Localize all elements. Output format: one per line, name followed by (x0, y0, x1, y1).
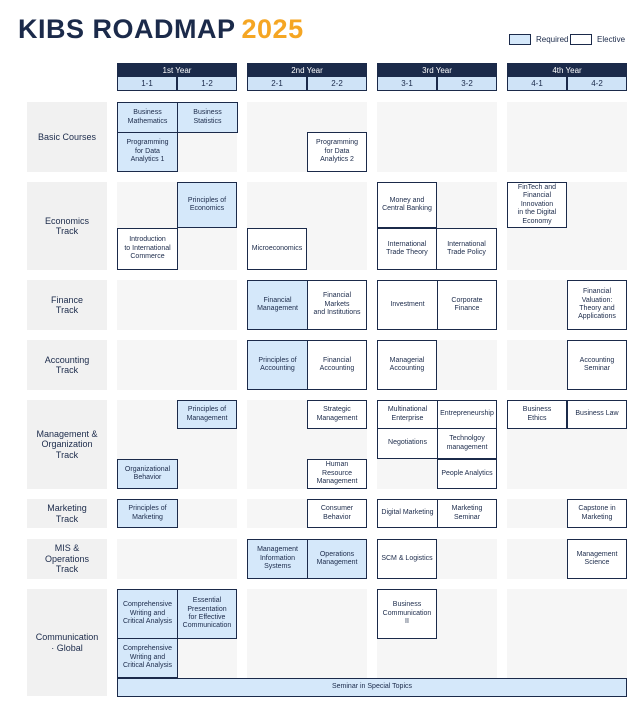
row-band (247, 589, 367, 678)
course-box[interactable]: Consumer Behavior (307, 499, 367, 528)
course-box[interactable]: Operations Management (307, 539, 367, 579)
course-box[interactable]: Management Science (567, 539, 627, 579)
semester-1-1: 1-1 (117, 77, 177, 91)
course-box[interactable]: Business Law (567, 400, 627, 429)
course-box[interactable]: Capstone in Marketing (567, 499, 627, 528)
course-box[interactable]: International Trade Policy (436, 228, 497, 270)
course-box[interactable]: Organizational Behavior (117, 459, 178, 489)
row-band (117, 340, 237, 390)
course-box-seminar[interactable]: Seminar in Special Topics (117, 678, 627, 697)
course-box[interactable]: SCM & Logistics (377, 539, 437, 579)
course-box[interactable]: Financial Markets and Institutions (307, 280, 367, 330)
track-label-marketing: Marketing Track (27, 499, 107, 528)
course-box[interactable]: Strategic Management (307, 400, 367, 429)
course-box[interactable]: Comprehensive Writing and Critical Analysis (117, 589, 178, 639)
year-header-1: 1st Year (117, 63, 237, 77)
semester-2-1: 2-1 (247, 77, 307, 91)
row-band (377, 102, 497, 172)
course-box[interactable]: Multinational Enterprise (377, 400, 438, 429)
course-box[interactable]: Business Communication II (377, 589, 437, 639)
legend-required-label: Required (536, 35, 569, 44)
year-header-2: 2nd Year (247, 63, 367, 77)
course-box[interactable]: Financial Valuation: Theory and Applications (567, 280, 627, 330)
course-box[interactable]: Financial Accounting (307, 340, 367, 390)
course-box[interactable]: Programming for Data Analytics 1 (117, 132, 178, 172)
course-box[interactable]: Principles of Management (177, 400, 237, 429)
course-box[interactable]: Marketing Seminar (437, 499, 497, 528)
track-label-economics: Economics Track (27, 182, 107, 270)
course-box[interactable]: Essential Presentation for Effective Communication (177, 589, 237, 639)
course-box[interactable]: Principles of Accounting (247, 340, 308, 390)
row-band (117, 539, 237, 579)
course-box[interactable]: Digital Marketing (377, 499, 438, 528)
course-box[interactable]: Business Ethics (507, 400, 567, 429)
semester-4-2: 4-2 (567, 77, 627, 91)
course-box[interactable]: Investment (377, 280, 438, 330)
course-box[interactable]: Principles of Marketing (117, 499, 178, 528)
course-box[interactable]: Human Resource Management (307, 459, 367, 489)
page-title (18, 14, 304, 45)
course-box[interactable]: Accounting Seminar (567, 340, 627, 390)
title-main: KIBS ROADMAP (18, 14, 236, 44)
title-year: 2025 (241, 14, 304, 44)
semester-4-1: 4-1 (507, 77, 567, 91)
legend-elective-label: Elective (597, 35, 626, 44)
course-box[interactable]: Principles of Economics (177, 182, 237, 228)
course-box[interactable]: FinTech and Financial Innovation in the Digital Economy (507, 182, 567, 228)
year-header-4: 4th Year (507, 63, 627, 77)
track-label-finance: Finance Track (27, 280, 107, 330)
course-box[interactable]: Introduction to International Commerce (117, 228, 178, 270)
track-label-mis-operations: MIS & Operations Track (27, 539, 107, 579)
course-box[interactable]: Corporate Finance (437, 280, 497, 330)
track-label-accounting: Accounting Track (27, 340, 107, 390)
course-box[interactable]: Business Mathematics (117, 102, 178, 133)
course-box[interactable]: International Trade Theory (377, 228, 437, 270)
course-box[interactable]: Technolgoy management (437, 428, 497, 459)
legend-elective-swatch (570, 34, 592, 45)
course-box[interactable]: Negotiations (377, 428, 438, 459)
course-box[interactable]: People Analytics (437, 459, 497, 489)
row-band (507, 102, 627, 172)
semester-3-2: 3-2 (437, 77, 497, 91)
track-label-management: Management & Organization Track (27, 400, 107, 489)
semester-3-1: 3-1 (377, 77, 437, 91)
course-box[interactable]: Managerial Accounting (377, 340, 437, 390)
year-header-3: 3rd Year (377, 63, 497, 77)
course-box[interactable]: Entrepreneurship (437, 400, 497, 429)
course-box[interactable]: Financial Management (247, 280, 308, 330)
track-label-communication: Communication · Global (27, 589, 107, 696)
course-box[interactable]: Business Statistics (177, 102, 238, 133)
semester-1-2: 1-2 (177, 77, 237, 91)
course-box[interactable]: Comprehensive Writing and Critical Analysis (117, 638, 178, 678)
course-box[interactable]: Money and Central Banking (377, 182, 437, 228)
course-box[interactable]: Programming for Data Analytics 2 (307, 132, 367, 172)
semester-2-2: 2-2 (307, 77, 367, 91)
course-box[interactable]: Microeconomics (247, 228, 307, 270)
course-box[interactable]: Management Information Systems (247, 539, 308, 579)
row-band (117, 280, 237, 330)
track-label-basic: Basic Courses (27, 102, 107, 172)
row-band (507, 589, 627, 678)
legend-required-swatch (509, 34, 531, 45)
